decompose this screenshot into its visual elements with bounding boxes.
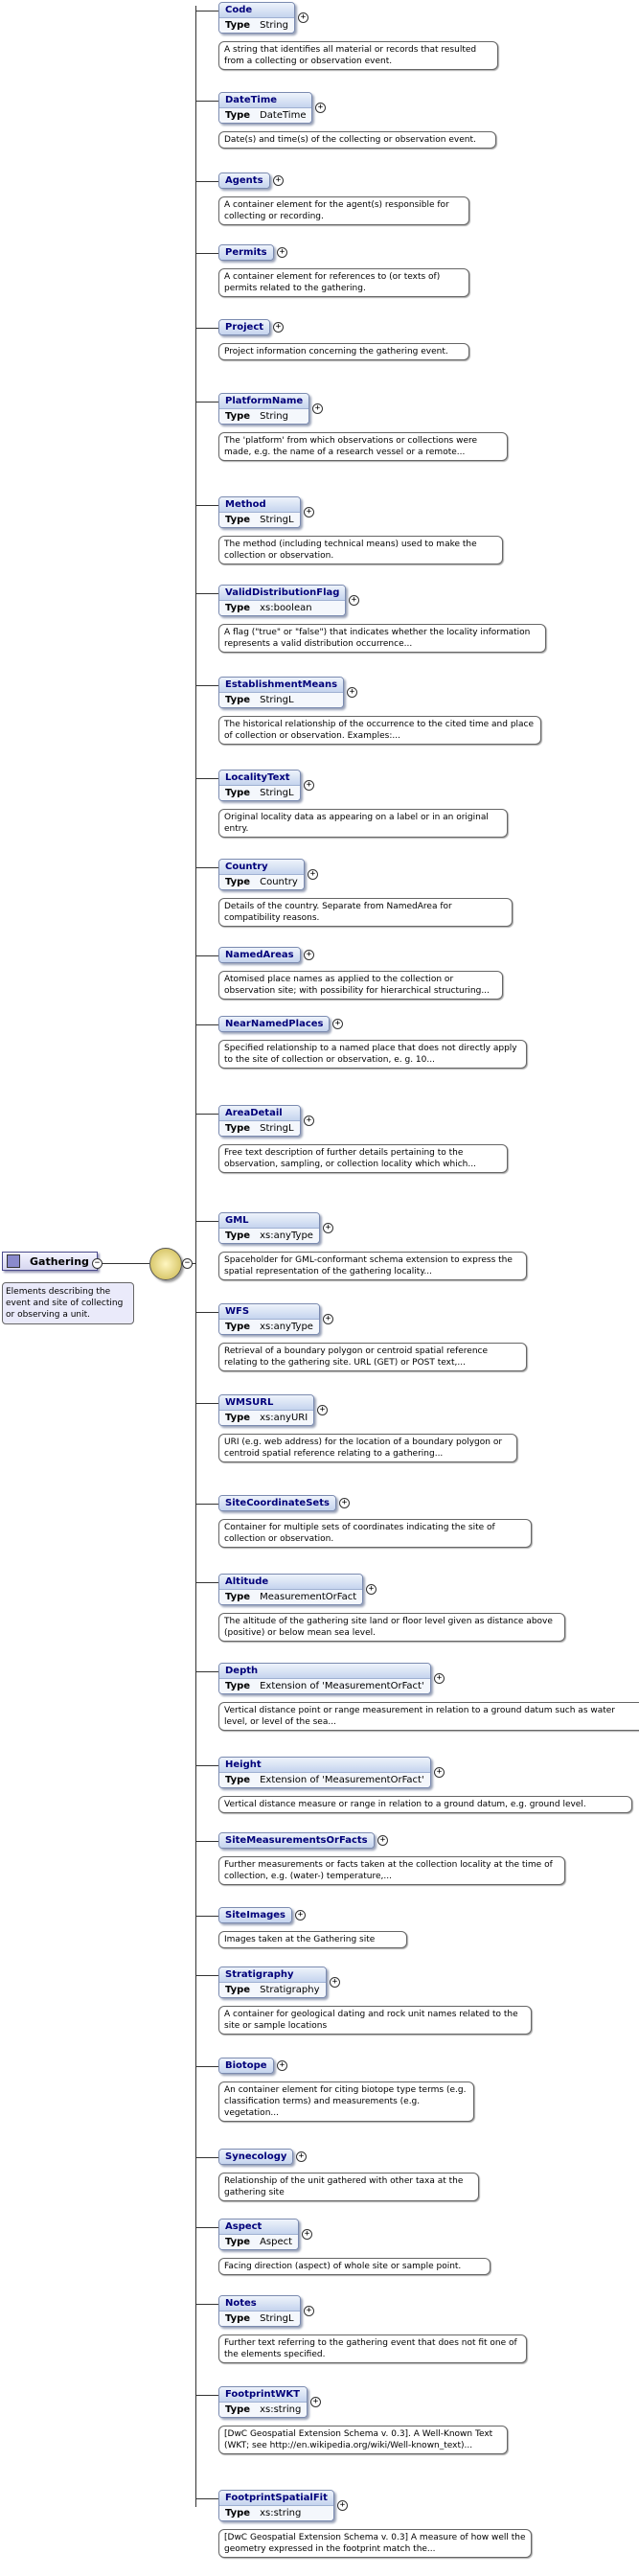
element-name: AreaDetail	[219, 1106, 300, 1121]
child-connector-line	[195, 2498, 218, 2499]
type-label: Type	[225, 411, 251, 422]
element-type-row	[219, 875, 304, 889]
element-box[interactable]	[218, 1303, 320, 1335]
type-value: Stratigraphy	[260, 1985, 320, 1995]
element-box[interactable]	[218, 172, 270, 189]
element-box[interactable]	[218, 2058, 274, 2074]
element-name: LocalityText	[219, 770, 300, 786]
element-box[interactable]	[218, 2149, 293, 2165]
schema-element[interactable]	[218, 2, 307, 36]
expand-button[interactable]: +	[337, 2500, 348, 2511]
expand-button[interactable]: +	[304, 780, 314, 791]
element-type-row	[219, 1411, 313, 1425]
element-documentation: The 'platform' from which observations or collections were made, e.g. the name of a research vessel or a remote...	[218, 432, 508, 461]
child-connector-line	[195, 1582, 218, 1583]
child-connector-line	[195, 1975, 218, 1976]
schema-element[interactable]	[218, 1757, 443, 1791]
schema-element[interactable]	[218, 2149, 305, 2168]
element-type-row	[219, 2235, 298, 2249]
type-value: MeasurementOrFact	[260, 1592, 357, 1602]
element-name: NearNamedPlaces	[219, 1017, 329, 1031]
type-label: Type	[225, 695, 251, 705]
schema-element[interactable]	[218, 496, 312, 531]
element-name: WFS	[219, 1304, 319, 1320]
child-connector-line	[195, 1221, 218, 1222]
element-box[interactable]	[218, 2, 295, 34]
root-element-doc: Elements describing the event and site of collecting or observing a unit.	[2, 1282, 134, 1324]
child-connector-line	[195, 1841, 218, 1842]
expand-button[interactable]: +	[302, 2229, 312, 2240]
element-name: GML	[219, 1213, 319, 1229]
element-documentation: Details of the country. Separate from NamedArea for compatibility reasons.	[218, 898, 513, 927]
child-connector-line	[195, 778, 218, 779]
element-box[interactable]	[218, 2490, 334, 2521]
type-value: String	[260, 411, 288, 422]
element-documentation: A container element for the agent(s) responsible for collecting or recording.	[218, 196, 469, 225]
element-type-row	[219, 2312, 300, 2326]
type-label: Type	[225, 110, 251, 121]
schema-element[interactable]	[218, 2490, 346, 2524]
child-connector-line	[195, 253, 218, 254]
element-name: NamedAreas	[219, 948, 300, 962]
element-documentation: Original locality data as appearing on a label or in an original entry.	[218, 809, 508, 838]
element-box[interactable]	[218, 2295, 301, 2327]
element-documentation: The method (including technical means) used to make the collection or observation.	[218, 536, 503, 564]
element-box[interactable]	[218, 1966, 327, 1998]
element-name: Code	[219, 3, 294, 18]
element-box[interactable]	[218, 1757, 431, 1788]
expand-button[interactable]: +	[347, 687, 357, 698]
child-connector-line	[195, 1114, 218, 1115]
element-name: Stratigraphy	[219, 1967, 326, 1983]
child-connector-line	[195, 328, 218, 329]
element-box[interactable]	[218, 947, 301, 963]
type-label: Type	[225, 515, 251, 525]
element-name: Depth	[219, 1664, 430, 1679]
type-label: Type	[225, 20, 251, 31]
element-documentation: Specified relationship to a named place that does not directly apply to the site of collection or observation, e. g. 10...	[218, 1040, 527, 1069]
expand-button[interactable]: +	[323, 1223, 333, 1233]
type-value: StringL	[260, 2313, 294, 2324]
child-connector-line	[195, 1312, 218, 1313]
element-name: WMSURL	[219, 1395, 313, 1411]
type-label: Type	[225, 2508, 251, 2518]
expand-button[interactable]: +	[332, 1019, 343, 1029]
schema-element[interactable]	[218, 2386, 319, 2421]
schema-element[interactable]	[218, 1966, 338, 2001]
schema-element[interactable]	[218, 1907, 304, 1926]
schema-element[interactable]	[218, 1574, 375, 1608]
element-box[interactable]	[218, 1495, 336, 1511]
element-name: Country	[219, 860, 304, 875]
child-connector-line	[195, 685, 218, 686]
expand-button[interactable]: +	[273, 175, 284, 186]
element-type-row	[219, 786, 300, 800]
expand-button[interactable]: +	[296, 2151, 307, 2162]
schema-element[interactable]	[218, 2058, 285, 2077]
element-name: SiteCoordinateSets	[219, 1496, 335, 1510]
expand-button[interactable]: +	[304, 950, 314, 960]
expand-button[interactable]: +	[304, 1116, 314, 1126]
type-value: xs:boolean	[260, 603, 312, 613]
child-connector-line	[195, 505, 218, 506]
element-box[interactable]	[218, 677, 344, 708]
type-value: StringL	[260, 515, 294, 525]
expand-button[interactable]: +	[434, 1673, 445, 1684]
element-icon	[7, 1254, 20, 1268]
element-name: Altitude	[219, 1575, 362, 1590]
element-name: SiteImages	[219, 1908, 291, 1922]
schema-element[interactable]	[218, 1495, 348, 1514]
expand-button[interactable]: +	[377, 1835, 388, 1846]
schema-element[interactable]	[218, 1303, 331, 1338]
expand-button[interactable]: +	[277, 247, 287, 258]
expand-button[interactable]: +	[310, 2397, 321, 2407]
root-element[interactable]	[2, 1252, 98, 1271]
element-type-row	[219, 2506, 333, 2520]
element-documentation: Further text referring to the gathering event that does not fit one of the elements specified.	[218, 2334, 527, 2363]
element-name: Height	[219, 1758, 430, 1773]
element-name: Method	[219, 497, 300, 513]
expand-button[interactable]: +	[434, 1767, 445, 1778]
schema-element[interactable]	[218, 92, 324, 126]
element-type-row	[219, 601, 345, 615]
type-value: xs:string	[260, 2404, 302, 2415]
element-type-row	[219, 1773, 430, 1787]
element-name: Synecology	[219, 2150, 292, 2164]
type-value: xs:anyURI	[260, 1413, 308, 1423]
type-value: xs:anyType	[260, 1322, 313, 1332]
schema-element[interactable]	[218, 947, 312, 966]
element-box[interactable]	[218, 770, 301, 801]
type-label: Type	[225, 1230, 251, 1241]
child-connector-line	[195, 2227, 218, 2228]
element-name: ValidDistributionFlag	[219, 586, 345, 601]
type-value: DateTime	[260, 110, 307, 121]
element-documentation: [DwC Geospatial Extension Schema v. 0.3] A measure of how well the geometry expressed in the footprint match the...	[218, 2529, 532, 2558]
schema-element[interactable]	[218, 244, 285, 264]
element-type-row	[219, 18, 294, 33]
schema-element[interactable]	[218, 1832, 386, 1852]
element-documentation: Vertical distance measure or range in relation to a ground datum, e.g. ground level.	[218, 1796, 632, 1813]
expand-button[interactable]: +	[349, 595, 359, 606]
expand-button[interactable]: +	[323, 1314, 333, 1324]
element-name: SiteMeasurementsOrFacts	[219, 1833, 374, 1848]
root-expand-button[interactable]: −	[92, 1258, 103, 1269]
element-box[interactable]	[218, 859, 305, 890]
type-label: Type	[225, 1322, 251, 1332]
element-documentation: Date(s) and time(s) of the collecting or observation event.	[218, 131, 496, 149]
element-box[interactable]	[218, 1663, 431, 1694]
element-documentation: A flag ("true" or "false") that indicates whether the locality information represents a valid distribution occurrence...	[218, 624, 546, 653]
schema-element[interactable]	[218, 1016, 341, 1035]
element-type-row	[219, 1983, 326, 1997]
schema-element[interactable]	[218, 1212, 331, 1247]
element-type-row	[219, 108, 311, 123]
expand-button[interactable]: +	[304, 2306, 314, 2316]
element-documentation: The altitude of the gathering site land or floor level given as distance above (positive) or below mean sea level.	[218, 1613, 565, 1642]
expand-button[interactable]: +	[315, 103, 326, 113]
type-label: Type	[225, 1681, 251, 1691]
element-box[interactable]	[218, 496, 301, 528]
type-value: xs:anyType	[260, 1230, 313, 1241]
type-value: StringL	[260, 695, 294, 705]
child-connector-line	[195, 1504, 218, 1505]
type-label: Type	[225, 1413, 251, 1423]
schema-element[interactable]	[218, 393, 321, 427]
schema-element[interactable]	[218, 677, 355, 711]
element-type-row	[219, 513, 300, 527]
element-type-row	[219, 1590, 362, 1604]
expand-button[interactable]: +	[277, 2060, 287, 2071]
type-value: StringL	[260, 1123, 294, 1134]
type-value: xs:string	[260, 2508, 302, 2518]
element-documentation: Vertical distance point or range measurement in relation to a ground datum such as water level, or level of the sea...	[218, 1702, 639, 1731]
element-name: EstablishmentMeans	[219, 678, 343, 693]
child-connector-line	[195, 181, 218, 182]
children-connector-line	[195, 6, 196, 2507]
type-label: Type	[225, 2404, 251, 2415]
child-connector-line	[195, 955, 218, 956]
element-box[interactable]	[218, 244, 274, 261]
schema-element[interactable]	[218, 1105, 312, 1139]
element-documentation: Spaceholder for GML-conformant schema extension to express the spatial representation of the gathering locality...	[218, 1252, 527, 1280]
element-box[interactable]	[218, 1394, 314, 1426]
element-documentation: Further measurements or facts taken at the collection locality at the time of collection, e.g. (water-) temperature,...	[218, 1856, 565, 1885]
schema-element[interactable]	[218, 319, 282, 338]
element-documentation: The historical relationship of the occurrence to the cited time and place of collection or observation. Examples:...	[218, 716, 541, 745]
schema-element[interactable]	[218, 172, 282, 192]
element-type-row	[219, 693, 343, 707]
type-label: Type	[225, 1985, 251, 1995]
type-value: Aspect	[260, 2237, 293, 2247]
element-documentation: Project information concerning the gathering event.	[218, 343, 469, 360]
schema-element[interactable]	[218, 770, 312, 804]
element-type-row	[219, 1229, 319, 1243]
element-name: Permits	[219, 245, 273, 260]
type-value: String	[260, 20, 288, 31]
child-connector-line	[195, 11, 218, 12]
element-documentation: Relationship of the unit gathered with other taxa at the gathering site	[218, 2173, 479, 2201]
element-box[interactable]	[218, 1212, 320, 1244]
type-label: Type	[225, 1592, 251, 1602]
element-type-row	[219, 2403, 307, 2417]
element-documentation: A container element for references to (or texts of) permits related to the gathering.	[218, 268, 469, 297]
element-documentation: Free text description of further details pertaining to the observation, sampling, or collection locality which which...	[218, 1144, 508, 1173]
expand-button[interactable]: +	[317, 1405, 328, 1415]
child-connector-line	[195, 2395, 218, 2396]
element-documentation: [DwC Geospatial Extension Schema v. 0.3]. A Well-Known Text (WKT; see http://en.wikipedia.org/wiki/Well-known_text)...	[218, 2426, 508, 2454]
type-value: StringL	[260, 788, 294, 798]
child-connector-line	[195, 1403, 218, 1404]
element-box[interactable]	[218, 1574, 363, 1605]
sequence-compositor-icon[interactable]	[149, 1248, 182, 1280]
element-box[interactable]	[218, 393, 309, 425]
schema-element[interactable]	[218, 2295, 312, 2330]
element-name: Project	[219, 320, 269, 334]
child-connector-line	[195, 1671, 218, 1672]
element-box[interactable]	[218, 2386, 308, 2418]
element-name: Notes	[219, 2296, 300, 2312]
element-documentation: Images taken at the Gathering site	[218, 1931, 407, 1948]
element-name: Agents	[219, 173, 269, 188]
type-label: Type	[225, 603, 251, 613]
expand-button[interactable]: +	[312, 403, 323, 414]
element-name: PlatformName	[219, 394, 308, 409]
child-connector-line	[195, 867, 218, 868]
expand-button[interactable]: +	[366, 1584, 377, 1595]
schema-element[interactable]	[218, 859, 316, 893]
element-documentation: Atomised place names as applied to the collection or observation site; with possibility for hierarchical structuring...	[218, 971, 503, 1000]
sequence-collapse-button[interactable]: −	[182, 1258, 193, 1269]
element-name: Aspect	[219, 2220, 298, 2235]
type-label: Type	[225, 877, 251, 887]
expand-button[interactable]: +	[330, 1977, 340, 1988]
type-label: Type	[225, 2313, 251, 2324]
element-name: DateTime	[219, 93, 311, 108]
child-connector-line	[195, 1024, 218, 1025]
element-type-row	[219, 409, 308, 424]
element-box[interactable]	[218, 1907, 292, 1923]
element-box[interactable]	[218, 1832, 375, 1849]
type-value: Extension of 'MeasurementOrFact'	[260, 1681, 424, 1691]
element-box[interactable]	[218, 2219, 299, 2250]
element-documentation: Facing direction (aspect) of whole site or sample point.	[218, 2258, 491, 2275]
child-connector-line	[195, 101, 218, 102]
element-documentation: A string that identifies all material or records that resulted from a collecting or observation event.	[218, 41, 498, 70]
schema-element[interactable]	[218, 1663, 443, 1697]
child-connector-line	[195, 593, 218, 594]
schema-element[interactable]	[218, 585, 357, 619]
schema-element[interactable]	[218, 2219, 310, 2253]
type-value: Country	[260, 877, 298, 887]
expand-button[interactable]: +	[304, 507, 314, 518]
schema-element[interactable]	[218, 1394, 326, 1429]
child-connector-line	[195, 2304, 218, 2305]
element-type-row	[219, 1121, 300, 1136]
element-documentation: URI (e.g. web address) for the location of a boundary polygon or centroid spatial reference relating to a gathering...	[218, 1434, 517, 1462]
element-documentation: Container for multiple sets of coordinates indicating the site of collection or observation.	[218, 1519, 532, 1548]
element-box[interactable]	[218, 92, 312, 124]
element-documentation: A container for geological dating and rock unit names related to the site or sample locations	[218, 2006, 532, 2035]
type-label: Type	[225, 2237, 251, 2247]
type-label: Type	[225, 1123, 251, 1134]
element-type-row	[219, 1320, 319, 1334]
element-name: FootprintSpatialFit	[219, 2491, 333, 2506]
expand-button[interactable]: +	[308, 869, 318, 880]
child-connector-line	[195, 2066, 218, 2067]
element-type-row	[219, 1679, 430, 1693]
child-connector-line	[195, 1916, 218, 1917]
element-box[interactable]	[218, 1016, 330, 1032]
root-element-name: Gathering	[30, 1254, 89, 1268]
root-to-sequence-line	[96, 1263, 149, 1264]
element-name: Biotope	[219, 2058, 273, 2073]
type-label: Type	[225, 1775, 251, 1785]
expand-button[interactable]: +	[339, 1498, 350, 1508]
expand-button[interactable]: +	[273, 322, 284, 333]
element-documentation: An container element for citing biotope type terms (e.g. classification terms) and measurements (e.g. vegetation...	[218, 2082, 474, 2122]
type-value: Extension of 'MeasurementOrFact'	[260, 1775, 424, 1785]
child-connector-line	[195, 1765, 218, 1766]
element-documentation: Retrieval of a boundary polygon or centroid spatial reference relating to the gathering site. URL (GET) or POST text,...	[218, 1343, 527, 1371]
element-name: FootprintWKT	[219, 2387, 307, 2403]
expand-button[interactable]: +	[298, 12, 308, 23]
type-label: Type	[225, 788, 251, 798]
element-box[interactable]	[218, 585, 346, 616]
element-box[interactable]	[218, 1105, 301, 1137]
expand-button[interactable]: +	[295, 1910, 306, 1920]
child-connector-line	[195, 2157, 218, 2158]
element-box[interactable]	[218, 319, 270, 335]
